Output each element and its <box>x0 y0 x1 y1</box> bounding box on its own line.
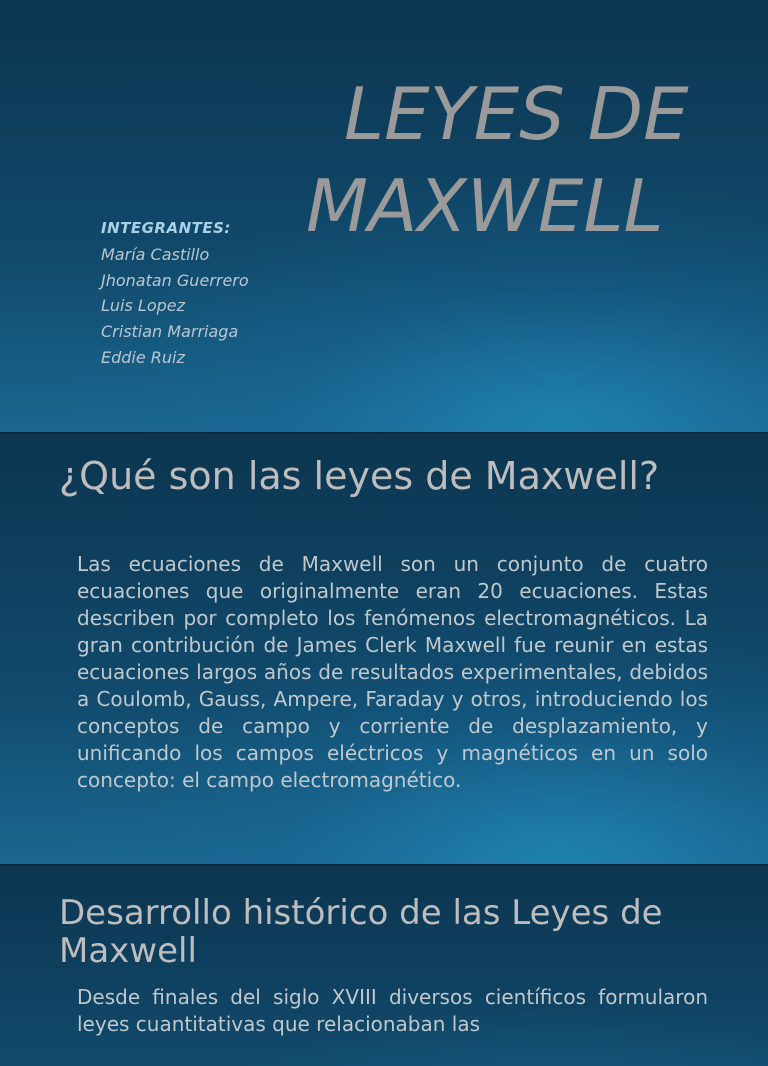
slide-heading: ¿Qué son las leyes de Maxwell? <box>59 454 660 498</box>
presentation-title <box>306 68 706 252</box>
slide-body-text: Desde finales del siglo XVIII diversos científicos formularon leyes cuantitativas que relacionaban las <box>77 985 708 1036</box>
title-slide <box>0 0 768 432</box>
member-name: Luis Lopez <box>101 296 186 316</box>
title-line-2: MAXWELL <box>306 164 664 248</box>
historical-development-slide <box>0 866 768 1066</box>
members-list <box>101 216 249 371</box>
member-name: Cristian Marriaga <box>101 322 239 342</box>
members-header: INTEGRANTES: <box>101 219 231 237</box>
member-name: Jhonatan Guerrero <box>101 270 249 290</box>
member-name: Eddie Ruiz <box>101 347 185 367</box>
what-are-maxwell-laws-slide <box>0 434 768 864</box>
slide-body-text: Las ecuaciones de Maxwell son un conjunto de cuatro ecuaciones que originalmente eran 20 ecuaciones. Estas describen por completo los fenómenos electromagnéticos. La gran contribución de James Clerk Maxwell fue reunir en estas ecuaciones largos años de resultados experimentales, debidos a Coulomb, Gauss, Ampere, Faraday y otros, introduciendo los conceptos de campo y corriente de desplazamiento, y unificando los campos eléctricos y magnéticos en un solo concepto: el campo electromagnético. <box>77 552 708 792</box>
member-name: María Castillo <box>101 244 210 264</box>
slide-heading: Desarrollo histórico de las Leyes de Maxwell <box>59 893 663 971</box>
title-line-1: LEYES DE <box>344 72 689 156</box>
